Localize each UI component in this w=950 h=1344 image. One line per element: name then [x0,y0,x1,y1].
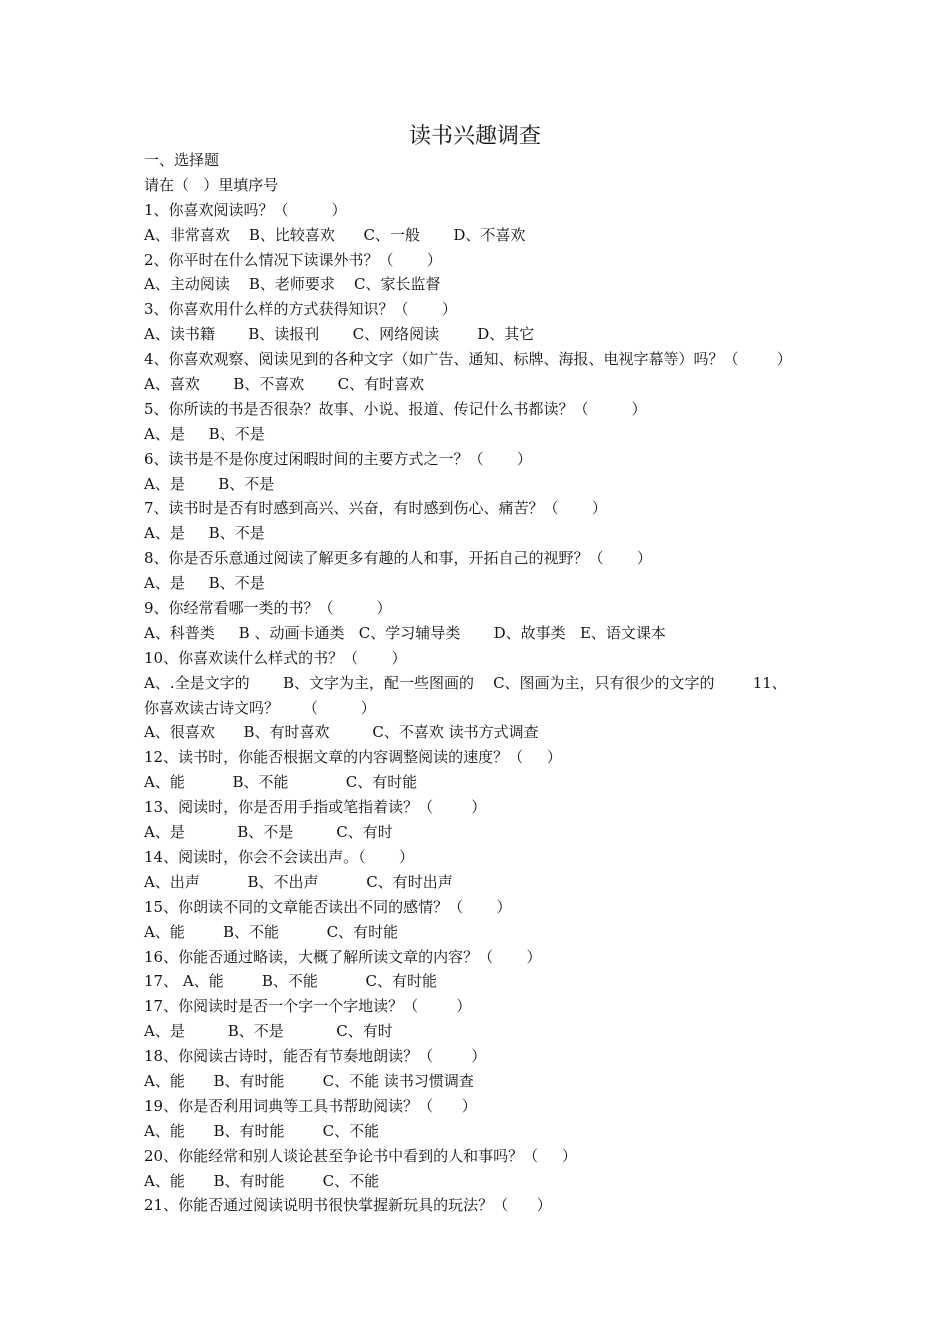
text-line: 7、读书时是否有时感到高兴、兴奋，有时感到伤心、痛苦？（ ） [144,499,607,518]
text-line: A、很喜欢 B、有时喜欢 C、不喜欢 读书方式调查 [144,723,539,742]
text-line: 2、你平时在什么情况下读课外书？（ ） [144,250,442,269]
text-line: 19、你是否利用词典等工具书帮助阅读？（ ） [144,1096,477,1115]
text-line: A、能 B、有时能 C、不能 [144,1171,380,1190]
text-line: 13、阅读时，你是否用手指或笔指着读？（ ） [144,798,487,817]
text-line: 3、你喜欢用什么样的方式获得知识？（ ） [144,300,457,319]
text-line: A、喜欢 B、不喜欢 C、有时喜欢 [144,375,425,394]
text-line: A、是 B、不是 C、有时 [144,823,393,842]
text-line: 12、读书时，你能否根据文章的内容调整阅读的速度？（ ） [144,748,562,767]
text-line: 18、你阅读古诗时，能否有节奏地朗读？（ ） [144,1047,487,1066]
text-line: A、是 B、不是 [144,424,265,443]
text-line: 请在（ ）里填序号 [144,175,279,194]
text-line: A、能 B、不能 C、有时能 [144,773,418,792]
text-line: A、能 B、不能 C、有时能 [144,922,399,941]
text-line: A、是 B、不是 [144,524,265,543]
text-line: 15、你朗读不同的文章能否读出不同的感情？（ ） [144,897,512,916]
text-line: A、是 B、不是 [144,574,265,593]
text-line: 17、 A、能 B、不能 C、有时能 [144,972,438,991]
text-line: 6、读书是不是你度过闲暇时间的主要方式之一？（ ） [144,449,532,468]
text-line: 14、阅读时，你会不会读出声。（ ） [144,847,414,866]
text-line: A、能 B、有时能 C、不能 [144,1121,380,1140]
text-line: 1、你喜欢阅读吗？（ ） [144,200,347,219]
text-line: 9、你经常看哪一类的书？（ ） [144,599,392,618]
text-line: 4、你喜欢观察、阅读见到的各种文字（如广告、通知、标牌、海报、电视字幕等）吗？（ ） [144,350,792,369]
text-line: A、是 B、不是 C、有时 [144,1022,393,1041]
text-line: 你喜欢读古诗文吗？ （ ） [144,698,376,717]
text-line: A、是 B、不是 [144,474,275,493]
text-line: 8、你是否乐意通过阅读了解更多有趣的人和事，开拓自己的视野？（ ） [144,549,652,568]
text-line: 16、你能否通过略读，大概了解所读文章的内容？（ ） [144,947,542,966]
text-line: A、出声 B、不出声 C、有时出声 [144,872,453,891]
text-line: 20、你能经常和别人谈论甚至争论书中看到的人和事吗？（ ） [144,1146,577,1165]
text-line: A、读书籍 B、读报刊 C、网络阅读 D、其它 [144,325,535,344]
text-line: A、科普类 B 、动画卡通类 C、学习辅导类 D、故事类 E、语文课本 [144,623,666,642]
text-line: A、.全是文字的 B、文字为主，配一些图画的 C、图画为主，只有很少的文字的 11、 [144,673,787,692]
text-line: A、能 B、有时能 C、不能 读书习惯调查 [144,1071,474,1090]
text-line: A、主动阅读 B、老师要求 C、家长监督 [144,275,441,294]
text-line: 5、你所读的书是否很杂？故事、小说、报道、传记什么书都读？（ ） [144,399,647,418]
text-line: A、非常喜欢 B、比较喜欢 C、一般 D、不喜欢 [144,225,526,244]
text-line: 10、你喜欢读什么样式的书？（ ） [144,648,407,667]
text-line: 17、你阅读时是否一个字一个字地读？（ ） [144,997,472,1016]
text-line: 21、你能否通过阅读说明书很快掌握新玩具的玩法？（ ） [144,1196,552,1215]
page-title: 读书兴趣调查 [408,124,541,149]
document-body [144,148,824,1218]
text-line: 一、选择题 [144,151,220,169]
